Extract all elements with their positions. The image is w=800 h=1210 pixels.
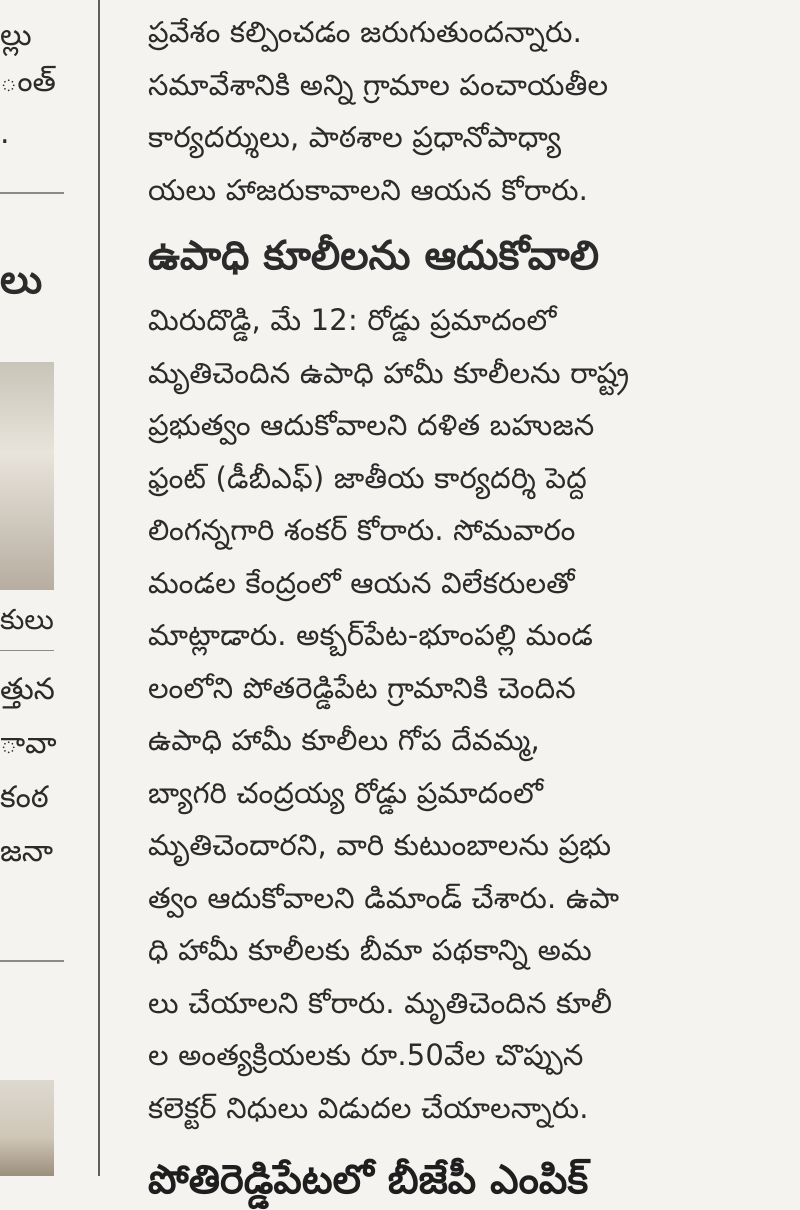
text-line: కార్యదర్శులు, పాఠశాల ప్రధానోపాధ్యా xyxy=(148,120,562,154)
intro-paragraph xyxy=(148,6,668,216)
left-fragment: ల్లు xyxy=(0,18,32,53)
article-body xyxy=(148,294,668,1134)
left-fragment: త్తున xyxy=(0,672,55,707)
article-column xyxy=(148,0,668,1176)
left-photo xyxy=(0,362,54,590)
text-line: ఫ్రంట్ (డీబీఎఫ్) జాతీయ కార్యదర్శి పెద్ద xyxy=(148,460,587,495)
text-line: మిరుదొడ్డి, మే 12: రోడ్డు ప్రమాదంలో xyxy=(148,303,557,337)
text-line: బ్యాగరి చంద్రయ్య రోడ్డు ప్రమాదంలో xyxy=(148,775,544,810)
left-fragment: జనా xyxy=(0,834,54,869)
left-caption-fragment: కులు xyxy=(0,603,54,636)
left-divider xyxy=(0,960,64,962)
text-line: సమావేశానికి అన్ని గ్రామాల పంచాయతీల xyxy=(148,67,609,102)
column-separator xyxy=(98,0,100,1176)
text-line: లు చేయాలని కోరారు. మృతిచెందిన కూలీ xyxy=(148,985,613,1020)
text-line: మండల కేంద్రంలో ఆయన విలేకరులతో xyxy=(148,565,575,600)
text-line: మృతిచెందిన ఉపాధి హామీ కూలీలను రాష్ట్ర xyxy=(148,355,630,390)
text-line: త్వం ఆదుకోవాలని డిమాండ్ చేశారు. ఉపా xyxy=(148,880,620,915)
left-fragment: కంఠ xyxy=(0,780,49,815)
text-line: ఉపాధి హామీ కూలీలు గోప దేవమ్మ, xyxy=(148,723,540,757)
text-line: మాట్లాడారు. అక్బర్‌పేట-భూంపల్లి మండ xyxy=(148,618,594,652)
text-line: ధి హామీ కూలీలకు బీమా పథకాన్ని అమ xyxy=(148,933,592,967)
left-photo xyxy=(0,1080,54,1176)
next-article-headline: పోతిరెడ్డిపేటలో బీజేపీ ఎంపిక్ xyxy=(148,1157,589,1203)
text-line: మృతిచెందారని, వారి కుటుంబాలను ప్రభు xyxy=(148,828,612,862)
text-line: లంలోని పోతరెడ్డిపేట గ్రామానికి చెందిన xyxy=(148,670,576,705)
text-line: యలు హాజరుకావాలని ఆయన కోరారు. xyxy=(148,172,589,207)
text-line: కలెక్టర్ నిధులు విడుదల చేయాలన్నారు. xyxy=(148,1090,589,1125)
left-divider xyxy=(0,192,64,194)
text-line: ప్రభుత్వం ఆదుకోవాలని దళిత బహుజన xyxy=(148,408,595,442)
left-fragment: . xyxy=(0,116,10,151)
left-fragment: ావా xyxy=(0,726,57,761)
text-line: లింగన్నగారి శంకర్ కోరారు. సోమవారం xyxy=(148,513,576,547)
text-line: ప్రవేశం కల్పించడం జరుగుతుందన్నారు. xyxy=(148,15,583,49)
left-fragment: ంత్ xyxy=(0,64,56,99)
left-headline-fragment: లు xyxy=(0,257,43,303)
article-headline: ఉపాధి కూలీలను ఆదుకోవాలి xyxy=(148,233,600,279)
text-line: ల అంత్యక్రియలకు రూ.50వేల చొప్పున xyxy=(148,1038,584,1072)
left-divider xyxy=(0,650,54,651)
left-column xyxy=(0,0,96,1176)
